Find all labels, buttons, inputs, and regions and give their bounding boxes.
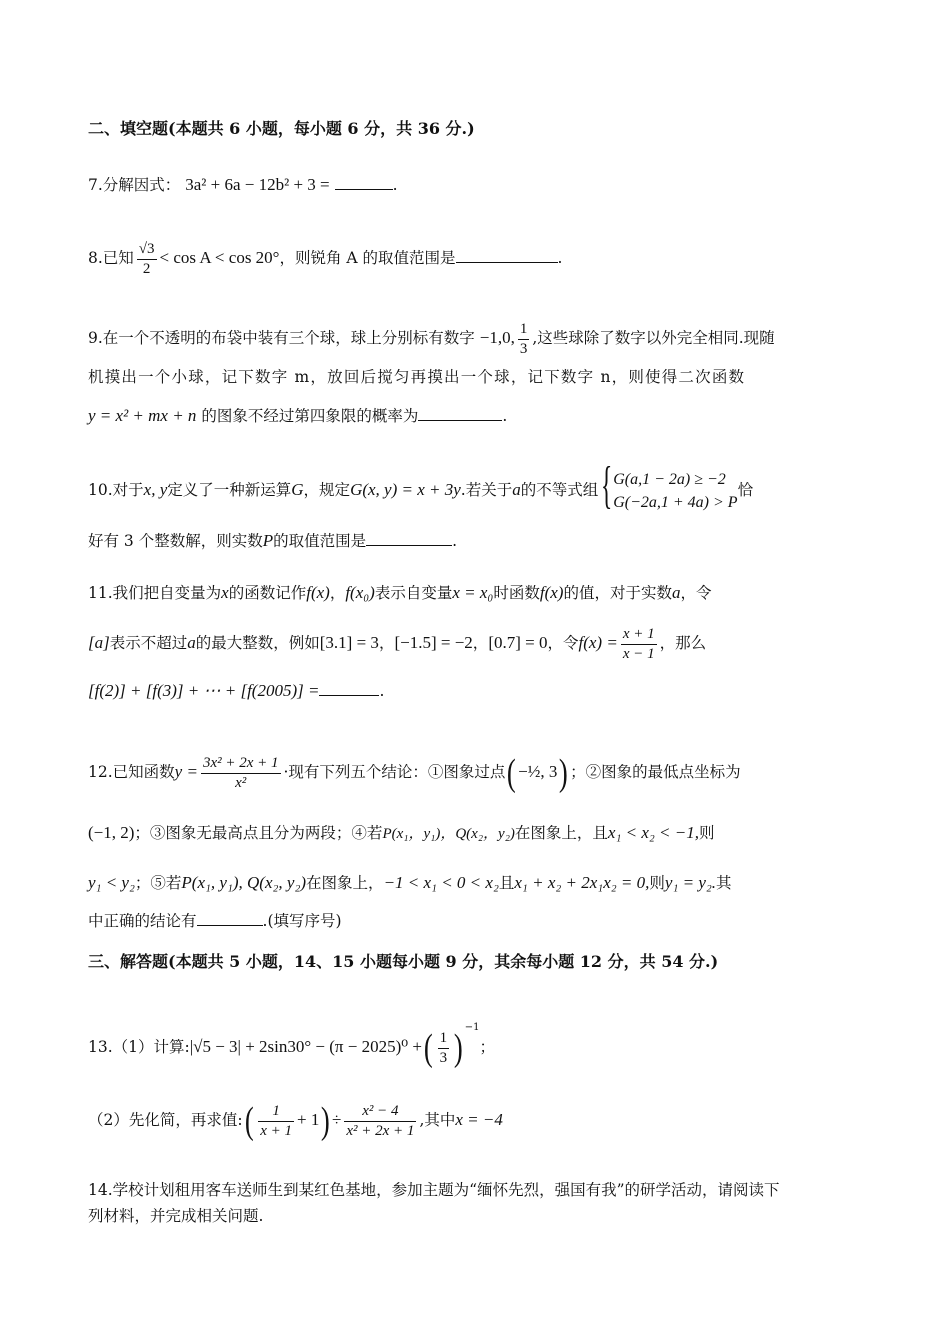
q11-text-l2e: ，令 — [547, 634, 579, 652]
q11-example-3: [0.7] = 0 — [488, 633, 548, 652]
question-9-line-3 — [88, 405, 507, 427]
q11-text-l2f: ，那么 — [659, 634, 707, 652]
q11-floor-a: [a] — [88, 633, 110, 652]
question-13-part-1 — [88, 1006, 495, 1069]
q7-suffix: . — [392, 176, 398, 194]
q10-G: G — [291, 480, 304, 499]
question-11-line-1 — [88, 582, 711, 604]
question-9-line-1 — [88, 318, 775, 359]
q11-fraction — [621, 625, 657, 664]
q13-p1-fraction-numerator: 1 — [438, 1029, 450, 1049]
q12-text-l2d: 在图象上，且 — [514, 824, 608, 842]
q12-right-paren: ) — [559, 752, 569, 794]
q11-fx0: f(x₀) — [345, 583, 375, 602]
q11-fraction-numerator: x + 1 — [621, 625, 657, 645]
q13-p1-exponent: −1 — [464, 1022, 480, 1033]
q13-p2-value: x = −4 — [455, 1110, 503, 1129]
q11-text-c: ， — [329, 584, 346, 602]
q9-numbers: −1,0, — [479, 328, 515, 347]
q10-prefix: 10.对于 — [88, 481, 144, 499]
q12-point-1: −½, 3 — [518, 762, 558, 781]
q12-fraction — [201, 754, 281, 793]
q11-fx2: f(x) — [539, 583, 564, 602]
q12-points-PQ-5: P(x₁, y₁), Q(x₂, y₂) — [181, 873, 307, 892]
q10-text-e: 的不等式组 — [520, 481, 599, 499]
q13-p2-text: ,其中 — [419, 1111, 456, 1129]
question-12-line-2 — [88, 822, 715, 845]
q11-sep-2: ， — [472, 634, 489, 652]
q12-text-l3b: ；⑤若 — [134, 874, 182, 892]
q12-conclusion-5: y₁ = y₂. — [664, 873, 717, 892]
q11-xx0: x = x₀ — [452, 583, 494, 602]
q10-vars: x, y — [143, 480, 168, 499]
q13-p1-fraction — [438, 1029, 450, 1068]
q11-suffix: . — [379, 682, 385, 700]
q12-conclusion-4: y₁ < y₂ — [88, 873, 135, 892]
q11-sum-expr: [f(2)] + [f(3)] + ⋯ + [f(2005)] = — [88, 681, 320, 700]
q12-answer-blank[interactable] — [197, 925, 263, 926]
q10-P: P — [262, 531, 274, 550]
q10-text-c: ，规定 — [303, 481, 351, 499]
q10-inequality-1: G(a,1 − 2a) ≥ −2 — [613, 471, 726, 488]
q13-p2-left-paren: ( — [244, 1100, 254, 1142]
q13-p2-prefix: （2）先化简，再求值: — [88, 1111, 243, 1129]
q11-fdef: f(x) = — [578, 633, 618, 652]
q11-text-g: ，令 — [680, 584, 712, 602]
q8-fraction-numerator: √3 — [137, 240, 157, 260]
question-10-line-1 — [88, 457, 754, 514]
q12-condition-5b: x₁ + x₂ + 2x₁x₂ = 0, — [514, 873, 650, 892]
q7-prefix: 7.分解因式： — [88, 176, 181, 194]
q8-prefix: 8.已知 — [88, 249, 134, 267]
q8-fraction — [137, 240, 157, 279]
q13-p2-right-paren: ) — [321, 1100, 331, 1142]
q9-line3-text: 的图象不经过第四象限的概率为 — [201, 407, 419, 425]
q12-text-c: ；②图象的最低点坐标为 — [570, 763, 741, 781]
q9-function-expr: y = x² + mx + n — [88, 406, 197, 425]
q10-brace: { — [601, 457, 613, 514]
q12-text-l2f: 则 — [699, 824, 715, 842]
question-12-line-3 — [88, 872, 732, 894]
q11-example-1: [3.1] = 3 — [319, 633, 379, 652]
q11-x: x — [221, 583, 229, 602]
q11-text-b: 的函数记作 — [228, 584, 307, 602]
q12-y: y = — [174, 762, 198, 781]
q13-p1-left-paren: ( — [423, 1027, 433, 1069]
q13-p2-plus-one: + 1 — [297, 1110, 320, 1129]
q11-sep-1: ， — [378, 634, 395, 652]
q11-a: a — [671, 583, 681, 602]
q10-inequality-2: G(−2a,1 + 4a) > P — [613, 494, 738, 511]
q12-points-PQ: P(x₁，y₁)，Q(x₂，y₂) — [382, 826, 515, 842]
q12-text-b: ·现有下列五个结论：①图象过点 — [283, 763, 506, 781]
q12-text-l4a: 中正确的结论有 — [88, 912, 197, 930]
q11-text-d: 表示自变量 — [374, 584, 453, 602]
q12-condition-5a: −1 < x₁ < 0 < x₂ — [383, 873, 499, 892]
q10-suffix: . — [452, 532, 458, 550]
q11-example-2: [−1.5] = −2 — [394, 633, 473, 652]
q9-suffix: . — [502, 407, 508, 425]
question-14-line-2: 列材料，并完成相关问题. — [88, 1207, 264, 1225]
q11-prefix: 11.我们把自变量为 — [88, 584, 222, 602]
question-7 — [88, 174, 398, 196]
q11-text-f: 的值，对于实数 — [563, 584, 672, 602]
section-header-solutions: 三、解答题(本题共 5 小题，14、15 小题每小题 9 分，其余每小题 12 分，共 54 分.) — [88, 952, 719, 971]
q10-text-f: 恰 — [737, 481, 754, 499]
q12-fraction-numerator: 3x² + 2x + 1 — [201, 754, 281, 774]
q8-inequality: < cos A < cos 20° — [159, 248, 280, 267]
q10-a: a — [512, 480, 521, 499]
q9-fraction-denominator: 3 — [519, 340, 528, 357]
q10-line2-text: 好有 3 个整数解，则实数 — [88, 532, 263, 550]
q12-text-l3f: 且 — [498, 874, 515, 892]
q12-prefix: 12.已知函数 — [88, 763, 175, 781]
q11-text-l2b: 表示不超过 — [109, 634, 188, 652]
question-10-line-2 — [88, 530, 457, 552]
q13-p1-right-paren: ) — [453, 1027, 463, 1069]
q10-inequality-system — [601, 457, 738, 514]
q9-fraction — [518, 320, 530, 359]
q13-p2-f2-numerator: x² − 4 — [344, 1102, 416, 1122]
q13-p1-expression: |√5 − 3| + 2sin30° − (π − 2025)⁰ + — [189, 1037, 422, 1056]
q8-answer-blank[interactable] — [456, 262, 558, 263]
q9-line1-tail: ,这些球除了数字以外完全相同.现随 — [532, 329, 775, 347]
q13-p1-fraction-denominator: 3 — [439, 1049, 448, 1066]
q9-answer-blank[interactable] — [418, 420, 502, 421]
q12-condition-4: x₁ < x₂ < −1, — [607, 823, 699, 842]
q12-text-l3d: 在图象上， — [306, 874, 384, 892]
q12-lowest-point: (−1, 2) — [88, 823, 135, 842]
q11-fx: f(x) — [306, 583, 330, 602]
q8-text: ，则锐角 A 的取值范围是 — [279, 249, 456, 267]
q7-expression: 3a² + 6a − 12b² + 3 = — [185, 175, 330, 194]
question-12-line-4 — [88, 910, 342, 932]
q12-left-paren: ( — [507, 752, 517, 794]
q11-a2: a — [187, 633, 196, 652]
q8-fraction-denominator: 2 — [142, 260, 151, 277]
q13-p1-prefix: 13.（1）计算: — [88, 1038, 190, 1056]
q12-fraction-denominator: x² — [235, 774, 247, 791]
q10-line2-tail: 的取值范围是 — [273, 532, 367, 550]
q12-text-l4b: .(填写序号) — [262, 912, 342, 930]
q13-p2-f1-numerator: 1 — [258, 1102, 294, 1122]
question-13-part-2 — [88, 1096, 503, 1144]
question-12-line-1 — [88, 750, 741, 794]
question-11-line-3 — [88, 680, 384, 702]
q12-text-l2b: ；③图象无最高点且分为两段；④若 — [134, 824, 383, 842]
q13-p2-fraction-1 — [258, 1102, 294, 1141]
q10-text-d: .若关于 — [460, 481, 513, 499]
question-14-line-1: 14.学校计划租用客车送师生到某红色基地，参加主题为“缅怀先烈，强国有我”的研学活动，请阅读下 — [88, 1181, 780, 1199]
q10-text-b: 定义了一种新运算 — [167, 481, 292, 499]
q12-text-l3j: 其 — [716, 874, 732, 892]
q11-text-l2d: 的最大整数，例如 — [195, 634, 320, 652]
q13-p2-divide: ÷ — [332, 1110, 342, 1129]
section-header-fill-in: 二、填空题(本题共 6 小题，每小题 6 分，共 36 分.) — [88, 119, 475, 138]
q10-definition: G(x, y) = x + 3y — [350, 480, 461, 499]
q13-p2-fraction-2 — [344, 1102, 416, 1141]
q12-text-l3h: 则 — [649, 874, 665, 892]
question-8 — [88, 236, 562, 280]
question-9-line-2: 机摸出一个小球，记下数字 m，放回后搅匀再摸出一个球，记下数字 n，则使得二次函数 — [88, 368, 746, 386]
q8-suffix: . — [557, 249, 563, 267]
q11-text-e: 时函数 — [493, 584, 540, 602]
question-11-line-2 — [88, 622, 706, 664]
q7-answer-blank[interactable] — [335, 189, 393, 190]
q9-fraction-numerator: 1 — [518, 320, 530, 340]
q13-p2-f2-denominator: x² + 2x + 1 — [346, 1122, 415, 1139]
q13-p2-f1-denominator: x + 1 — [260, 1122, 293, 1139]
q11-fraction-denominator: x − 1 — [622, 645, 655, 662]
q10-answer-blank[interactable] — [366, 545, 452, 546]
q13-p1-end: ； — [479, 1038, 495, 1056]
q11-answer-blank[interactable] — [319, 695, 379, 696]
q9-line1-text: 9.在一个不透明的布袋中装有三个球，球上分别标有数字 — [88, 329, 475, 347]
